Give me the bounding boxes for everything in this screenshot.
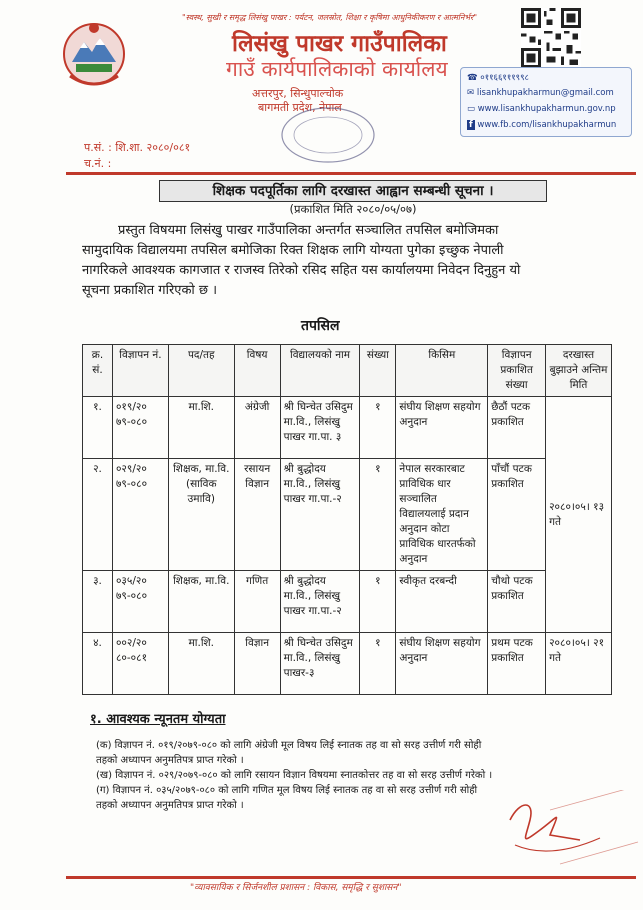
cell-subject: अंग्रेजी bbox=[234, 397, 280, 459]
schedule-heading: तपसिल bbox=[301, 318, 340, 334]
qualification-heading: १. आवश्यक न्यूनतम योग्यता bbox=[90, 712, 226, 727]
cell-count: १ bbox=[360, 633, 396, 695]
address-line-2: बागमती प्रदेश, नेपाल bbox=[258, 101, 342, 114]
cell-type: संघीय शिक्षण सहयोग अनुदान bbox=[396, 633, 488, 695]
cell-subject: गणित bbox=[234, 571, 280, 633]
nepal-emblem-icon bbox=[62, 18, 126, 92]
web-icon: ▭ bbox=[467, 104, 476, 114]
qualification-line: तहको अध्यापन अनुमतिपत्र प्राप्त गरेको । bbox=[96, 800, 244, 811]
contact-email[interactable]: ✉ lisankhupakharmun@gmail.com bbox=[467, 88, 614, 98]
table-row bbox=[83, 633, 612, 695]
table-row bbox=[83, 571, 612, 633]
email-icon: ✉ bbox=[467, 88, 475, 98]
cell-published-count: छैठौं पटक प्रकाशित bbox=[488, 397, 546, 459]
col-published-count: विज्ञापन प्रकाशित संख्या bbox=[488, 345, 546, 397]
cell-sn: ४. bbox=[83, 633, 113, 695]
cell-adv-no: ००२/२० ८०-०८१ bbox=[112, 633, 168, 695]
motto: "स्वस्थ, सुखी र समृद्ध लिसंखु पाखर : पर्यटन, जलस्रोत, शिक्षा र कृषिमा आधुनिकीकरण र आत्मनिर्भर" bbox=[182, 13, 478, 22]
cell-subject: रसायन विज्ञान bbox=[234, 459, 280, 571]
table-header-row bbox=[83, 345, 612, 397]
phone-icon: ☎ bbox=[467, 73, 478, 83]
cell-post: मा.शि. bbox=[168, 397, 234, 459]
cell-type: संघीय शिक्षण सहयोग अनुदान bbox=[396, 397, 488, 459]
header-divider bbox=[66, 172, 636, 175]
dispatch-number: च.नं. : bbox=[84, 157, 112, 170]
facebook-icon: f bbox=[469, 120, 473, 130]
reference-number: प.सं. : शि.शा. २०८०/०८१ bbox=[84, 141, 191, 154]
cell-post: मा.शि. bbox=[168, 633, 234, 695]
cell-post: शिक्षक, मा.वि. (साविक उमावि) bbox=[168, 459, 234, 571]
cell-school: श्री घिन्चेत उसिदुम मा.वि., लिसंखु पाखर-३ bbox=[280, 633, 360, 695]
body-line: सूचना प्रकाशित गरिएको छ । bbox=[82, 283, 218, 298]
footer-tagline: "व्यावसायिक र सिर्जनशील प्रशासन : विकास, समृद्धि र सुशासन" bbox=[190, 883, 402, 893]
cell-post: शिक्षक, मा.वि. bbox=[168, 571, 234, 633]
qualification-line: तहको अध्यापन अनुमतिपत्र प्राप्त गरेको । bbox=[96, 755, 244, 766]
body-line: सामुदायिक विद्यालयमा तपसिल बमोजिका रिक्त शिक्षक लागि योग्यता पुगेका इच्छुक नेपाली bbox=[82, 243, 504, 258]
body-line: प्रस्तुत विषयमा लिसंखु पाखर गाउँपालिका अन्तर्गत सञ्चालित तपसिल बमोजिमका bbox=[118, 223, 499, 238]
qr-code-icon bbox=[521, 8, 581, 68]
cell-adv-no: ०१९/२० ७९-०८० bbox=[112, 397, 168, 459]
cell-type: स्वीकृत दरबन्दी bbox=[396, 571, 488, 633]
col-school: विद्यालयको नाम bbox=[280, 345, 360, 397]
cell-count: १ bbox=[360, 397, 396, 459]
footer-divider bbox=[66, 876, 636, 879]
cell-published-count: पाँचौं पटक प्रकाशित bbox=[488, 459, 546, 571]
office-stamp-icon bbox=[278, 104, 378, 166]
cell-count: १ bbox=[360, 571, 396, 633]
vacancy-table bbox=[82, 344, 612, 695]
cell-type: नेपाल सरकारबाट प्राविधिक धार सञ्चालित विद्यालयलाई प्रदान अनुदान कोटा प्राविधिक धारतर्फको अनुदान bbox=[396, 459, 488, 571]
address-line-1: अत्तरपुर, सिन्धुपाल्चोक bbox=[252, 87, 344, 100]
qualification-line: (क) विज्ञापन नं. ०१९/२०७९-०८० को लागि अंग्रेजी मूल विषय लिई स्नातक तह वा सो सरह उत्तीर्ण गरी सोही bbox=[96, 740, 482, 751]
contact-phone: ☎ ०११६६१११९९८ bbox=[467, 73, 529, 83]
qualification-line: (ग) विज्ञापन नं. ०३५/२०७९-०८० को लागि गणित मूल विषय लिई स्नातक तह वा सो सरह उत्तीर्ण गरी सोही bbox=[96, 785, 478, 796]
published-date: (प्रकाशित मिति २०८०/०५/०७) bbox=[289, 202, 417, 216]
cell-published-count: चौथो पटक प्रकाशित bbox=[488, 571, 546, 633]
col-adv-no: विज्ञापन नं. bbox=[112, 345, 168, 397]
contact-facebook[interactable]: f www.fb.com/lisankhupakharmun bbox=[469, 120, 617, 130]
cell-adv-no: ०३५/२० ७९-०८० bbox=[112, 571, 168, 633]
cell-adv-no: ०२९/२० ७९-०८० bbox=[112, 459, 168, 571]
notice-title: शिक्षक पदपूर्तिका लागि दरखास्त आह्वान सम्बन्धी सूचना । bbox=[159, 180, 547, 202]
cell-count: १ bbox=[360, 459, 396, 571]
col-type: किसिम bbox=[396, 345, 488, 397]
cell-sn: ३. bbox=[83, 571, 113, 633]
body-line: नागरिकले आवश्यक कागजात र राजस्व तिरेको रसिद सहित यस कार्यालयमा निवेदन दिनुहुन यो bbox=[82, 263, 521, 278]
col-post: पद/तह bbox=[168, 345, 234, 397]
col-subject: विषय bbox=[234, 345, 280, 397]
cell-school: श्री बुद्धोदय मा.वि., लिसंखु पाखर गा.पा.-२ bbox=[280, 571, 360, 633]
cell-school: श्री घिन्चेत उसिदुम मा.वि., लिसंखु पाखर गा.पा. ३ bbox=[280, 397, 360, 459]
col-deadline: दरखास्त बुझाउने अन्तिम मिति bbox=[546, 345, 612, 397]
office-name: गाउँ कार्यपालिकाको कार्यालय bbox=[226, 57, 448, 81]
contact-box bbox=[460, 67, 632, 137]
municipality-name: लिसंखु पाखर गाउँपालिका bbox=[232, 31, 447, 57]
col-count: संख्या bbox=[360, 345, 396, 397]
cell-deadline: २०८०।०५। १३ गते bbox=[546, 397, 612, 633]
cell-published-count: प्रथम पटक प्रकाशित bbox=[488, 633, 546, 695]
table-row bbox=[83, 459, 612, 571]
cell-school: श्री बुद्धोदय मा.वि., लिसंखु पाखर गा.पा.-२ bbox=[280, 459, 360, 571]
cell-subject: विज्ञान bbox=[234, 633, 280, 695]
col-sn: क्र. सं. bbox=[83, 345, 113, 397]
cell-sn: १. bbox=[83, 397, 113, 459]
signature-icon bbox=[490, 790, 640, 870]
table-row bbox=[83, 397, 612, 459]
qualification-line: (ख) विज्ञापन नं. ०२९/२०७९-०८० को लागि रसायन विज्ञान विषयमा स्नातकोत्तर तह वा सो सरह उत्तीर्ण गरेको । bbox=[96, 770, 493, 781]
cell-deadline: २०८०।०५। २१ गते bbox=[546, 633, 612, 695]
contact-website[interactable]: ▭ www.lisankhupakharmun.gov.np bbox=[467, 104, 616, 114]
cell-sn: २. bbox=[83, 459, 113, 571]
